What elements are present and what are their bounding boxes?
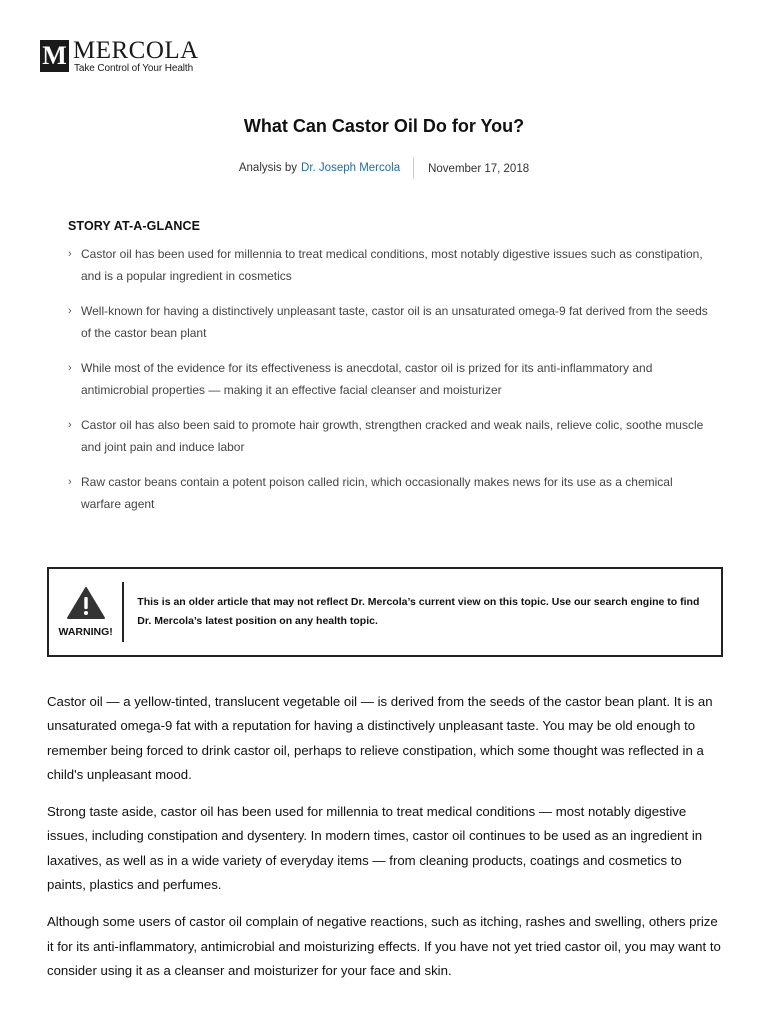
chevron-right-icon: ›	[68, 476, 72, 488]
warning-label: WARNING!	[58, 626, 113, 638]
chevron-right-icon: ›	[68, 305, 72, 317]
glance-item	[68, 471, 708, 515]
site-logo[interactable]	[40, 37, 199, 75]
story-at-a-glance	[68, 219, 708, 528]
warning-badge	[49, 582, 124, 642]
chevron-right-icon: ›	[68, 419, 72, 431]
analysis-by-label: Analysis by	[238, 162, 298, 174]
chevron-right-icon: ›	[68, 248, 72, 260]
article-paragraph: Although some users of castor oil complain of negative reactions, such as itching, rashes and swelling, others prize it for its anti-inflammatory, antimicrobial and moisturizing effects. If you have not yet tried castor oil, you may want to consider using it as a cleanser and moisturizer for your face and skin.	[47, 914, 721, 978]
logo-mark: M	[40, 40, 69, 72]
glance-item-text: Castor oil has also been said to promote hair growth, strengthen cracked and weak nails, relieve colic, soothe muscle and joint pain and induce labor	[81, 418, 704, 454]
article-paragraph: Strong taste aside, castor oil has been used for millennia to treat medical conditions — most notably digestive issues, including constipation and dysentery. In modern times, castor oil continues to be used as an ingredient in laxatives, as well as in a wide variety of everyday items — from cleaning products, coatings and cosmetics to paints, plastics and perfumes.	[47, 804, 703, 893]
glance-item-text: Well-known for having a distinctively unpleasant taste, castor oil is an unsaturated omega-9 fat derived from the seeds of the castor bean plant	[81, 304, 708, 340]
author-link[interactable]: Dr. Joseph Mercola	[301, 162, 401, 174]
logo-text	[73, 37, 199, 75]
glance-item	[68, 300, 708, 344]
glance-item	[68, 414, 708, 458]
byline-author-block	[239, 157, 414, 179]
article-title: What Can Castor Oil Do for You?	[243, 116, 525, 136]
logo-name: MERCOLA	[73, 37, 199, 64]
glance-item-text: Raw castor beans contain a potent poison called ricin, which occasionally makes news for its use as a chemical warfare agent	[81, 475, 673, 511]
logo-tagline: Take Control of Your Health	[74, 63, 194, 74]
article-date: November 17, 2018	[428, 163, 530, 175]
article-body	[47, 690, 723, 996]
glance-list	[68, 243, 708, 515]
chevron-right-icon: ›	[68, 362, 72, 374]
warning-text: This is an older article that may not reflect Dr. Mercola’s current view on this topic. Use our search engine to find Dr. Mercola’s latest position on any health topic.	[137, 596, 700, 627]
article-byline	[0, 156, 768, 180]
glance-item	[68, 357, 708, 401]
warning-triangle-icon	[66, 586, 106, 620]
older-article-warning	[47, 567, 723, 657]
glance-item-text: While most of the evidence for its effectiveness is anecdotal, castor oil is prized for its anti-inflammatory and antimicrobial properties — making it an effective facial cleanser and moisturizer	[81, 361, 653, 397]
article-paragraph: Castor oil — a yellow-tinted, translucent vegetable oil — is derived from the seeds of the castor bean plant. It is an unsaturated omega-9 fat with a reputation for having a distinctively unpleasant taste. You may be old enough to remember being forced to drink castor oil, perhaps to relieve constipation, which some thought was reflected in a child's unpleasant mood.	[47, 694, 713, 782]
glance-item	[68, 243, 708, 287]
glance-item-text: Castor oil has been used for millennia to treat medical conditions, most notably digestive issues such as constipation, and is a popular ingredient in cosmetics	[81, 247, 703, 283]
glance-heading: STORY AT-A-GLANCE	[68, 219, 201, 233]
